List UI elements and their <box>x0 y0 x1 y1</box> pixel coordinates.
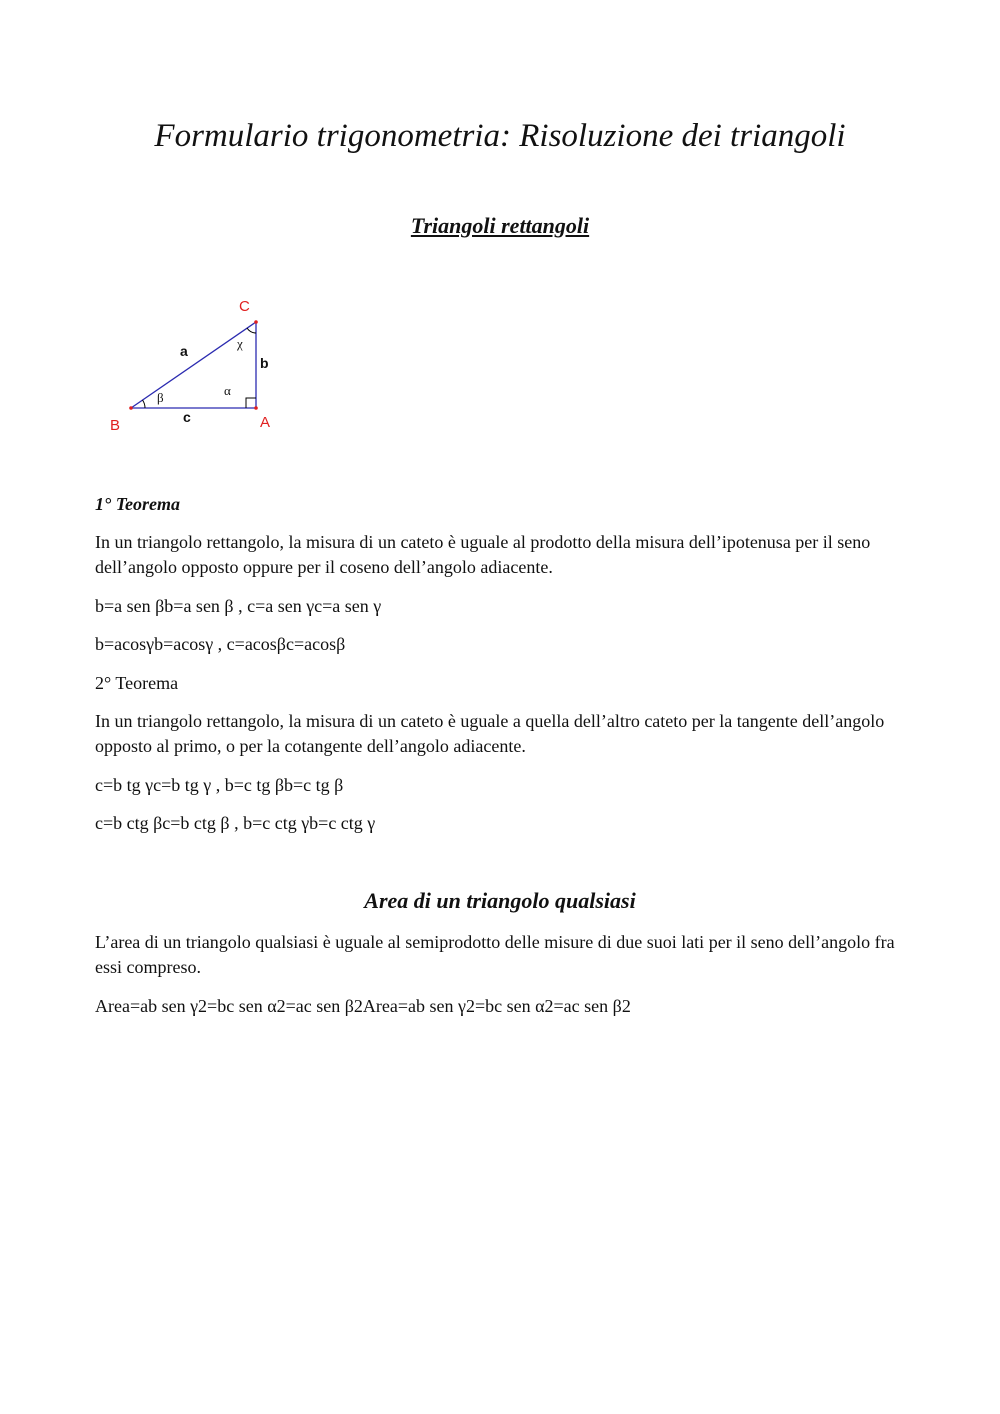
theorem1-formula-1: b=a sen βb=a sen β , c=a sen γc=a sen γ <box>95 596 382 616</box>
vertex-c-dot <box>254 320 258 324</box>
vertex-label-a: A <box>260 414 271 431</box>
section-heading-area: Area di un triangolo qualsiasi <box>364 888 636 913</box>
theorem2-formula-1: c=b tg γc=b tg γ , b=c tg βb=c tg β <box>95 775 344 795</box>
theorem2-text: In un triangolo rettangolo, la misura di un cateto è uguale a quella dell’altro cateto per la tangente dell’angolo opposto al primo, o per la cotangente dell’angolo adiacente. <box>95 711 885 756</box>
theorem2-title: 2° Teorema <box>95 673 179 693</box>
angle-beta-arc <box>143 400 146 408</box>
angle-gamma-arc <box>247 328 256 333</box>
area-formula: Area=ab sen γ2=bc sen α2=ac sen β2Area=ab sen γ2=bc sen α2=ac sen β2 <box>95 996 631 1016</box>
right-triangle-diagram <box>100 290 290 440</box>
theorem1-text: In un triangolo rettangolo, la misura di un cateto è uguale al prodotto della misura dell’ipotenusa per il seno dell’angolo opposto oppure per il coseno dell’angolo adiacente. <box>95 532 871 577</box>
angle-label-beta: β <box>157 390 164 405</box>
side-label-b: b <box>260 355 269 371</box>
vertex-label-b: B <box>110 417 121 434</box>
angle-label-alpha: α <box>224 383 231 398</box>
right-angle-marker <box>246 398 256 408</box>
area-text: L’area di un triangolo qualsiasi è uguale al semiprodotto delle misure di due suoi lati per il seno dell’angolo fra essi compreso. <box>95 932 895 977</box>
vertex-label-c: C <box>239 298 250 315</box>
theorem1-title: 1° Teorema <box>95 494 181 514</box>
theorem2-formula-2: c=b ctg βc=b ctg β , b=c ctg γb=c ctg γ <box>95 813 376 833</box>
side-label-a: a <box>180 343 188 359</box>
theorem1-formula-2: b=acosγb=acosγ , c=acosβc=acosβ <box>95 634 346 654</box>
page-title: Formulario trigonometria: Risoluzione dei triangoli <box>154 118 846 154</box>
angle-label-gamma: χ <box>237 336 243 351</box>
section-heading-right-triangles: Triangoli rettangoli <box>410 213 590 238</box>
side-label-c: c <box>183 409 191 425</box>
vertex-a-dot <box>254 406 258 410</box>
side-a-line <box>131 322 256 408</box>
vertex-b-dot <box>129 406 133 410</box>
